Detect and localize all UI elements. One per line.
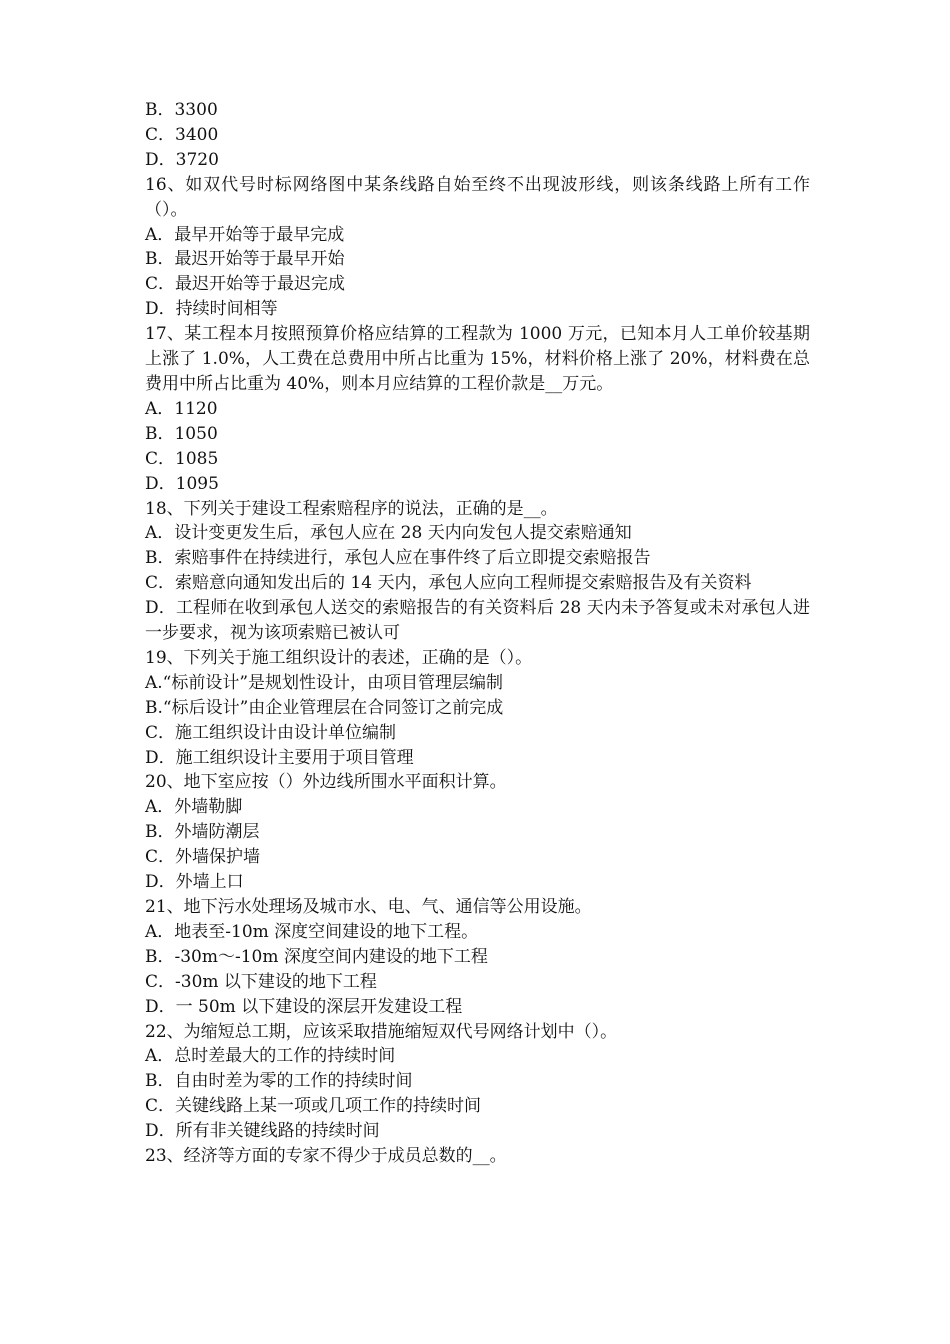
question-21-option-a: A．地表至-10m 深度空间建设的地下工程。 <box>145 921 479 942</box>
question-16-option-c: C．最迟开始等于最迟完成 <box>145 274 346 295</box>
option-b-3300: B．3300 <box>145 100 218 120</box>
question-22-option-b: B．自由时差为零的工作的持续时间 <box>145 1071 413 1092</box>
question-22-option-a: A．总时差最大的工作的持续时间 <box>145 1046 396 1067</box>
question-20-option-c: C．外墙保护墙 <box>145 847 261 868</box>
question-19-option-d: D．施工组织设计主要用于项目管理 <box>145 747 414 768</box>
question-18-option-c: C．索赔意向通知发出后的 14 天内，承包人应向工程师提交索赔报告及有关资料 <box>145 573 752 594</box>
question-23: 23、经济等方面的专家不得少于成员总数的__。 <box>145 1146 507 1167</box>
question-17-option-b: B．1050 <box>145 423 218 444</box>
question-18-option-b: B．索赔事件在持续进行，承包人应在事件终了后立即提交索赔报告 <box>145 548 651 569</box>
question-17: 17、某工程本月按照预算价格应结算的工程款为 1000 万元，已知本月人工单价较基期上涨了 1.0%，人工费在总费用中所占比重为 15%，材料价格上涨了 20%，材料费在总费用中所占比重为 40%，则本月应结算的工程价款是__万元。 <box>145 324 810 394</box>
question-21-option-d: D．一 50m 以下建设的深层开发建设工程 <box>145 996 463 1017</box>
document-page <box>145 98 810 1169</box>
question-17-option-a: A．1120 <box>145 398 218 419</box>
question-22-option-c: C．关键线路上某一项或几项工作的持续时间 <box>145 1096 482 1117</box>
question-18: 18、下列关于建设工程索赔程序的说法，正确的是__。 <box>145 498 558 519</box>
question-19: 19、下列关于施工组织设计的表述，正确的是（）。 <box>145 647 533 668</box>
question-17-option-d: D．1095 <box>145 473 219 494</box>
question-21-option-b: B．-30m～-10m 深度空间内建设的地下工程 <box>145 946 488 967</box>
question-19-option-b: B.“标后设计”由企业管理层在合同签订之前完成 <box>145 697 504 718</box>
question-17-option-c: C．1085 <box>145 448 219 469</box>
question-22-option-d: D．所有非关键线路的持续时间 <box>145 1121 380 1142</box>
question-18-option-d: D．工程师在收到承包人送交的索赔报告的有关资料后 28 天内未予答复或未对承包人进一步要求，视为该项索赔已被认可 <box>145 598 810 644</box>
question-16: 16、如双代号时标网络图中某条线路自始至终不出现波形线，则该条线路上所有工作（）。 <box>145 174 810 220</box>
question-20-option-b: B．外墙防潮层 <box>145 822 260 843</box>
question-22: 22、为缩短总工期，应该采取措施缩短双代号网络计划中（）。 <box>145 1021 618 1042</box>
question-18-option-a: A．设计变更发生后，承包人应在 28 天内向发包人提交索赔通知 <box>145 523 632 544</box>
question-16-option-a: A．最早开始等于最早完成 <box>145 224 345 245</box>
option-d-3720: D．3720 <box>145 149 219 170</box>
question-16-option-b: B．最迟开始等于最早开始 <box>145 249 345 270</box>
question-20-option-d: D．外墙上口 <box>145 872 244 893</box>
question-19-option-c: C．施工组织设计由设计单位编制 <box>145 722 397 743</box>
question-21-option-c: C．-30m 以下建设的地下工程 <box>145 971 377 992</box>
question-20-option-a: A．外墙勒脚 <box>145 797 243 818</box>
question-16-option-d: D．持续时间相等 <box>145 299 278 320</box>
question-21: 21、地下污水处理场及城市水、电、气、通信等公用设施。 <box>145 897 592 917</box>
question-20: 20、地下室应按（）外边线所围水平面积计算。 <box>145 772 507 793</box>
option-c-3400: C．3400 <box>145 124 219 145</box>
question-19-option-a: A.“标前设计”是规划性设计，由项目管理层编制 <box>145 672 504 693</box>
